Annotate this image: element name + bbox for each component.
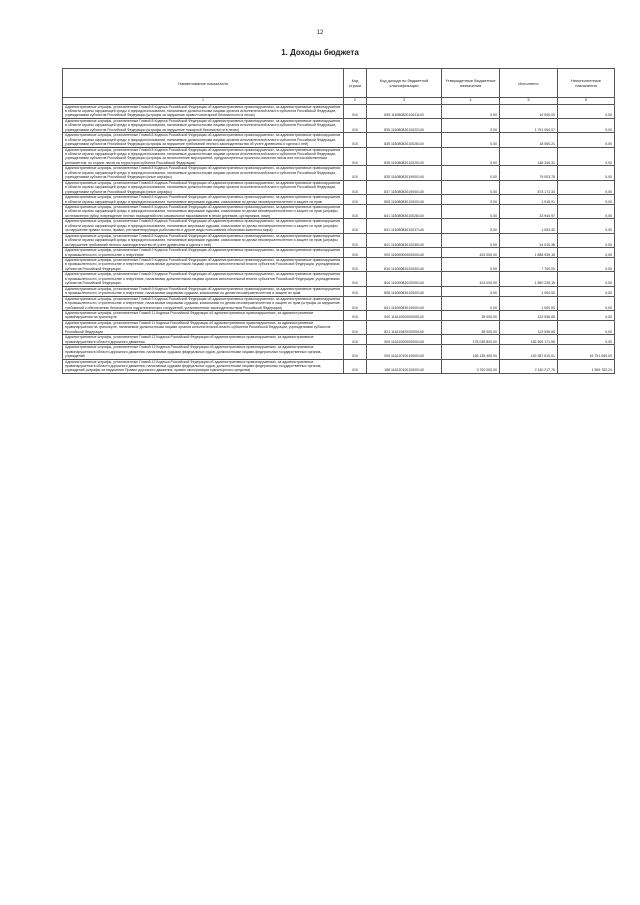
row-executed: 1 000,00 [500, 296, 558, 310]
row-line-code: 010 [344, 180, 367, 194]
table-row [63, 133, 615, 147]
row-line-code: 010 [344, 320, 367, 334]
row-kbk: 835 11608082010021140 [367, 104, 442, 118]
row-approved: 0,00 [442, 180, 500, 194]
row-kbk: 821 11611082020000140 [367, 320, 442, 334]
row-kbk: 841 11608083010028140 [367, 205, 442, 219]
row-approved: 165 135 400,00 [442, 345, 500, 359]
header-name: Наименование показателя [63, 69, 344, 98]
table-row [63, 118, 615, 132]
row-unexecuted: 0,00 [558, 258, 615, 272]
row-line-code: 010 [344, 233, 367, 247]
row-kbk: 188 11612010010000140 [367, 359, 442, 373]
row-kbk: 808 11608083010000140 [367, 195, 442, 205]
row-line-code: 010 [344, 296, 367, 310]
row-kbk: 841 11608083010037140 [367, 219, 442, 233]
row-name: Административные штрафы, установленные Главой 9 Кодекса Российской Федерации об административных правонарушениях, за административные правонарушения в промышленности, строительстве и энергетике, налагаемые должностными лицами органов исполнительной власти субъектов Российской Федерации, учреждениями субъектов Российской Федерации [63, 258, 344, 272]
table-row [63, 147, 615, 166]
row-executed: 1 791 094,07 [500, 118, 558, 132]
column-number: 6 [558, 98, 615, 105]
row-name: Административные штрафы, установленные Главой 9 Кодекса Российской Федерации об административных правонарушениях, за административные правонарушения в промышленности, строительстве и энергетике, налагаемые мировыми судьями, комиссиями по делам несовершеннолетних и защите их прав (штрафы за нарушение требований к обеспечению безопасности гидротехнических сооружений, установленные законодательством Российской Федерации) [63, 296, 344, 310]
row-approved: 38 000,00 [442, 320, 500, 334]
row-name: Административные штрафы, установленные Главой 8 Кодекса Российской Федерации об административных правонарушениях, за административные правонарушения в области охраны окружающей среды и природопользования, налагаемые мировыми судьями, комиссиями по делам несовершеннолетних и защите их прав (штрафы за нарушение требований лесного законодательства об учете древесины и сделок с ней) [63, 233, 344, 247]
row-approved: 0,00 [442, 286, 500, 296]
row-name: Административные штрафы, установленные Главой 9 Кодекса Российской Федерации об административных правонарушениях, за административные правонарушения в промышленности, строительстве и энергетике, налагаемые должностными лицами органов исполнительной власти субъектов Российской Федерации, учреждениями субъектов Российской Федерации [63, 272, 344, 286]
table-row [63, 104, 615, 118]
row-line-code: 010 [344, 258, 367, 272]
row-kbk: 835 11608082010022140 [367, 118, 442, 132]
row-executed: 182 569 171,95 [500, 335, 558, 345]
row-line-code: 010 [344, 133, 367, 147]
row-unexecuted: 0,00 [558, 180, 615, 194]
row-unexecuted: 0,00 [558, 296, 615, 310]
row-unexecuted: 0,00 [558, 310, 615, 320]
page-number: 12 [316, 30, 324, 36]
row-approved: 178 035 800,00 [442, 335, 500, 345]
row-approved: 0,00 [442, 233, 500, 247]
row-line-code: 010 [344, 248, 367, 258]
row-unexecuted: 0,00 [558, 248, 615, 258]
table-row [63, 233, 615, 247]
table-row [63, 205, 615, 219]
row-line-code: 010 [344, 219, 367, 233]
row-executed: 1 053,40 [500, 219, 558, 233]
row-executed: 10 000,00 [500, 104, 558, 118]
row-unexecuted: 0,00 [558, 133, 615, 147]
row-approved: 0,00 [442, 205, 500, 219]
table-body [63, 104, 615, 373]
row-approved: 0,00 [442, 104, 500, 118]
row-executed: 123 536,65 [500, 320, 558, 334]
row-executed: 1 850 239,15 [500, 272, 558, 286]
row-unexecuted: 1 559 782,24 [558, 359, 615, 373]
row-name: Административные штрафы, установленные Главой 8 Кодекса Российской Федерации об административных правонарушениях, за административные правонарушения в области охраны окружающей среды и природопользования, налагаемые должностными лицами органов исполнительной власти субъектов Российской Федерации, учреждениями субъектов Российской Федерации (штрафы за неисполнение мероприятий, предусмотренных проектом освоения лесов или лесохозяйственным регламентом, по охране лесов на территории субъекта Российской Федерации) [63, 147, 344, 166]
row-kbk: 000 11609000000000140 [367, 248, 442, 258]
row-executed: 18 060,21 [500, 133, 558, 147]
row-name: Административные штрафы, установленные Главой 8 Кодекса Российской Федерации об административных правонарушениях, за административные правонарушения в области охраны окружающей среды и природопользования, налагаемые мировыми судьями, комиссиями по делам несовершеннолетних и защите их прав (штрафы за незаконную рубку, повреждение лесных насаждений или самовольное выкапывание в лесах деревьев, кустарников, лиан) [63, 205, 344, 219]
row-approved: 0,00 [442, 219, 500, 233]
row-unexecuted: 0,00 [558, 118, 615, 132]
table-row [63, 258, 615, 272]
row-unexecuted: 0,00 [558, 320, 615, 334]
row-executed: 79 003,75 [500, 166, 558, 180]
row-name: Административные штрафы, установленные Главой 8 Кодекса Российской Федерации об административных правонарушениях, за административные правонарушения в области охраны окружающей среды и природопользования, налагаемые должностными лицами органов исполнительной власти субъектов Российской Федерации, учреждениями субъектов Российской Федерации (иные штрафы) [63, 166, 344, 180]
row-unexecuted: 0,00 [558, 195, 615, 205]
row-executed: 873 171,33 [500, 180, 558, 194]
row-name: Административные штрафы, установленные Главой 11 Кодекса Российской Федерации об административных правонарушениях, за административные правонарушения на транспорте [63, 310, 344, 320]
column-number: 1 [63, 98, 344, 105]
row-approved: 38 000,00 [442, 310, 500, 320]
row-line-code: 010 [344, 147, 367, 166]
row-name: Административные штрафы, установленные Главой 8 Кодекса Российской Федерации об административных правонарушениях, за административные правонарушения в области охраны окружающей среды и природопользования, налагаемые должностными лицами органов исполнительной власти субъектов Российской Федерации, учреждениями субъектов Российской Федерации (штрафы за нарушение требований лесного законодательства об учете древесины и сделок с ней) [63, 133, 344, 147]
row-unexecuted: 16 791 060,00 [558, 345, 615, 359]
row-name: Административные штрафы, установленные Главой 8 Кодекса Российской Федерации об административных правонарушениях, за административные правонарушения в области охраны окружающей среды и природопользования, налагаемые мировыми судьями, комиссиями по делам несовершеннолетних и защите их прав (штрафы за нарушение правил охоты, правил, регламентирующих рыболовство и другие виды пользования объектами животного мира) [63, 219, 344, 233]
row-approved: 0,00 [442, 147, 500, 166]
row-name: Административные штрафы, установленные Главой 8 Кодекса Российской Федерации об административных правонарушениях, за административные правонарушения в области охраны окружающей среды и природопользования, налагаемые мировыми судьями, комиссиями по делам несовершеннолетних и защите их прав [63, 195, 344, 205]
table-row [63, 180, 615, 194]
row-kbk: 837 11608082019000140 [367, 180, 442, 194]
table-header-row [63, 69, 615, 98]
row-kbk: 841 11609083010000140 [367, 296, 442, 310]
row-unexecuted: 0,00 [558, 233, 615, 247]
table-row [63, 272, 615, 286]
row-name: Административные штрафы, установленные Главой 8 Кодекса Российской Федерации об административных правонарушениях, за административные правонарушения в области охраны окружающей среды и природопользования, налагаемые должностными лицами органов исполнительной власти субъектов Российской Федерации, учреждениями субъектов Российской Федерации (штрафы за нарушение пожарной безопасности в лесах) [63, 118, 344, 132]
row-name: Административные штрафы, установленные Главой 12 Кодекса Российской Федерации об административных правонарушениях, за административные правонарушения в области дорожного движения, налагаемые судьями федеральных судов, должностными лицами федеральных государственных органов, учреждений [63, 345, 344, 359]
row-executed: 149 357 510,01 [500, 345, 558, 359]
header-kbk: Код дохода по бюджетной классификации [367, 69, 442, 98]
row-unexecuted: 0,00 [558, 219, 615, 233]
row-kbk: 835 11608082010028140 [367, 133, 442, 147]
row-executed: 1 000,00 [500, 286, 558, 296]
row-unexecuted: 0,00 [558, 286, 615, 296]
table-row [63, 248, 615, 258]
row-executed: 1 858 939,15 [500, 248, 558, 258]
header-line-code: Код строки [344, 69, 367, 98]
header-unexecuted: Неисполненные назначения [558, 69, 615, 98]
column-number: 2 [344, 98, 367, 105]
page-title: 1. Доходы бюджета [281, 48, 359, 57]
row-kbk: 835 11608082010029140 [367, 147, 442, 166]
header-executed: Исполнено [500, 69, 558, 98]
row-line-code: 010 [344, 359, 367, 373]
table-row [63, 345, 615, 359]
row-unexecuted: 0,00 [558, 335, 615, 345]
column-number: 4 [442, 98, 500, 105]
row-executed: 148 349,31 [500, 147, 558, 166]
row-line-code: 010 [344, 286, 367, 296]
row-line-code: 010 [344, 195, 367, 205]
row-unexecuted: 0,00 [558, 104, 615, 118]
row-executed: 123 536,65 [500, 310, 558, 320]
row-kbk: 000 11612000000000140 [367, 335, 442, 345]
table-row [63, 335, 615, 345]
row-approved: 424 000,00 [442, 248, 500, 258]
row-name: Административные штрафы, установленные Главой 12 Кодекса Российской Федерации об административных правонарушениях, за административные правонарушения в области дорожного движения, налагаемые судьями федеральных судов, должностными лицами федеральных государственных органов, учреждений (штрафы за нарушение Правил дорожного движения, правил эксплуатации транспортного средства) [63, 359, 344, 373]
row-name: Административные штрафы, установленные Главой 8 Кодекса Российской Федерации об административных правонарушениях, за административные правонарушения в области охраны окружающей среды и природопользования, налагаемые должностными лицами органов исполнительной власти субъектов Российской Федерации, учреждениями субъектов Российской Федерации (иные штрафы) [63, 180, 344, 194]
row-name: Административные штрафы, установленные Главой 12 Кодекса Российской Федерации об административных правонарушениях, за административные правонарушения в области дорожного движения [63, 335, 344, 345]
row-approved: 3 700 000,00 [442, 359, 500, 373]
row-line-code: 010 [344, 335, 367, 345]
row-approved: 0,00 [442, 118, 500, 132]
row-kbk: 835 11608082019000140 [367, 166, 442, 180]
table-row [63, 219, 615, 233]
row-line-code: 010 [344, 345, 367, 359]
row-unexecuted: 0,00 [558, 205, 615, 219]
row-approved: 0,00 [442, 166, 500, 180]
table-row [63, 310, 615, 320]
column-number: 3 [367, 98, 442, 105]
row-name: Административные штрафы, установленные Главой 9 Кодекса Российской Федерации об административных правонарушениях, за административные правонарушения в промышленности, строительстве и энергетике [63, 248, 344, 258]
row-executed: 34 010,38 [500, 233, 558, 247]
table-row [63, 320, 615, 334]
row-unexecuted: 0,00 [558, 272, 615, 286]
row-kbk: 844 11609082020000140 [367, 272, 442, 286]
table-row [63, 286, 615, 296]
row-kbk: 000 11612010010000140 [367, 345, 442, 359]
row-approved: 0,00 [442, 133, 500, 147]
table-row [63, 359, 615, 373]
row-name: Административные штрафы, установленные Главой 9 Кодекса Российской Федерации об административных правонарушениях, за административные правонарушения в промышленности, строительстве и энергетике, налагаемые мировыми судьями, комиссиями по делам несовершеннолетних и защите их прав [63, 286, 344, 296]
row-unexecuted: 0,00 [558, 166, 615, 180]
row-name: Административные штрафы, установленные Главой 11 Кодекса Российской Федерации об административных правонарушениях, за административные правонарушения на транспорте, налагаемые должностными лицами органов исполнительной власти субъектов Российской Федерации, учреждениями субъектов Российской Федерации [63, 320, 344, 334]
row-line-code: 010 [344, 272, 367, 286]
row-approved: 0,00 [442, 258, 500, 272]
row-line-code: 010 [344, 166, 367, 180]
table-row [63, 195, 615, 205]
row-approved: 0,00 [442, 296, 500, 310]
row-name: Административные штрафы, установленные Главой 8 Кодекса Российской Федерации об административных правонарушениях, за административные правонарушения в области охраны окружающей среды и природопользования, налагаемые должностными лицами органов исполнительной власти субъектов Российской Федерации, учреждениями субъектов Российской Федерации (штрафы за нарушение правил санитарной безопасности в лесах) [63, 104, 344, 118]
row-kbk: 808 11609083010000140 [367, 286, 442, 296]
table-row [63, 166, 615, 180]
row-approved: 0,00 [442, 195, 500, 205]
row-kbk: 000 11611000000000140 [367, 310, 442, 320]
row-kbk: 841 11608083010235140 [367, 233, 442, 247]
row-executed: 33 944,97 [500, 205, 558, 219]
row-line-code: 010 [344, 310, 367, 320]
header-approved: Утвержденные бюджетные назначения [442, 69, 500, 98]
row-executed: 7 700,00 [500, 258, 558, 272]
row-line-code: 010 [344, 205, 367, 219]
table-row [63, 296, 615, 310]
row-line-code: 010 [344, 118, 367, 132]
row-executed: 1 518,91 [500, 195, 558, 205]
revenue-table [62, 68, 615, 374]
row-executed: 2 140 217,76 [500, 359, 558, 373]
row-kbk: 834 11609082020000140 [367, 258, 442, 272]
row-approved: 424 000,00 [442, 272, 500, 286]
row-line-code: 010 [344, 104, 367, 118]
row-unexecuted: 0,00 [558, 147, 615, 166]
column-number: 5 [500, 98, 558, 105]
